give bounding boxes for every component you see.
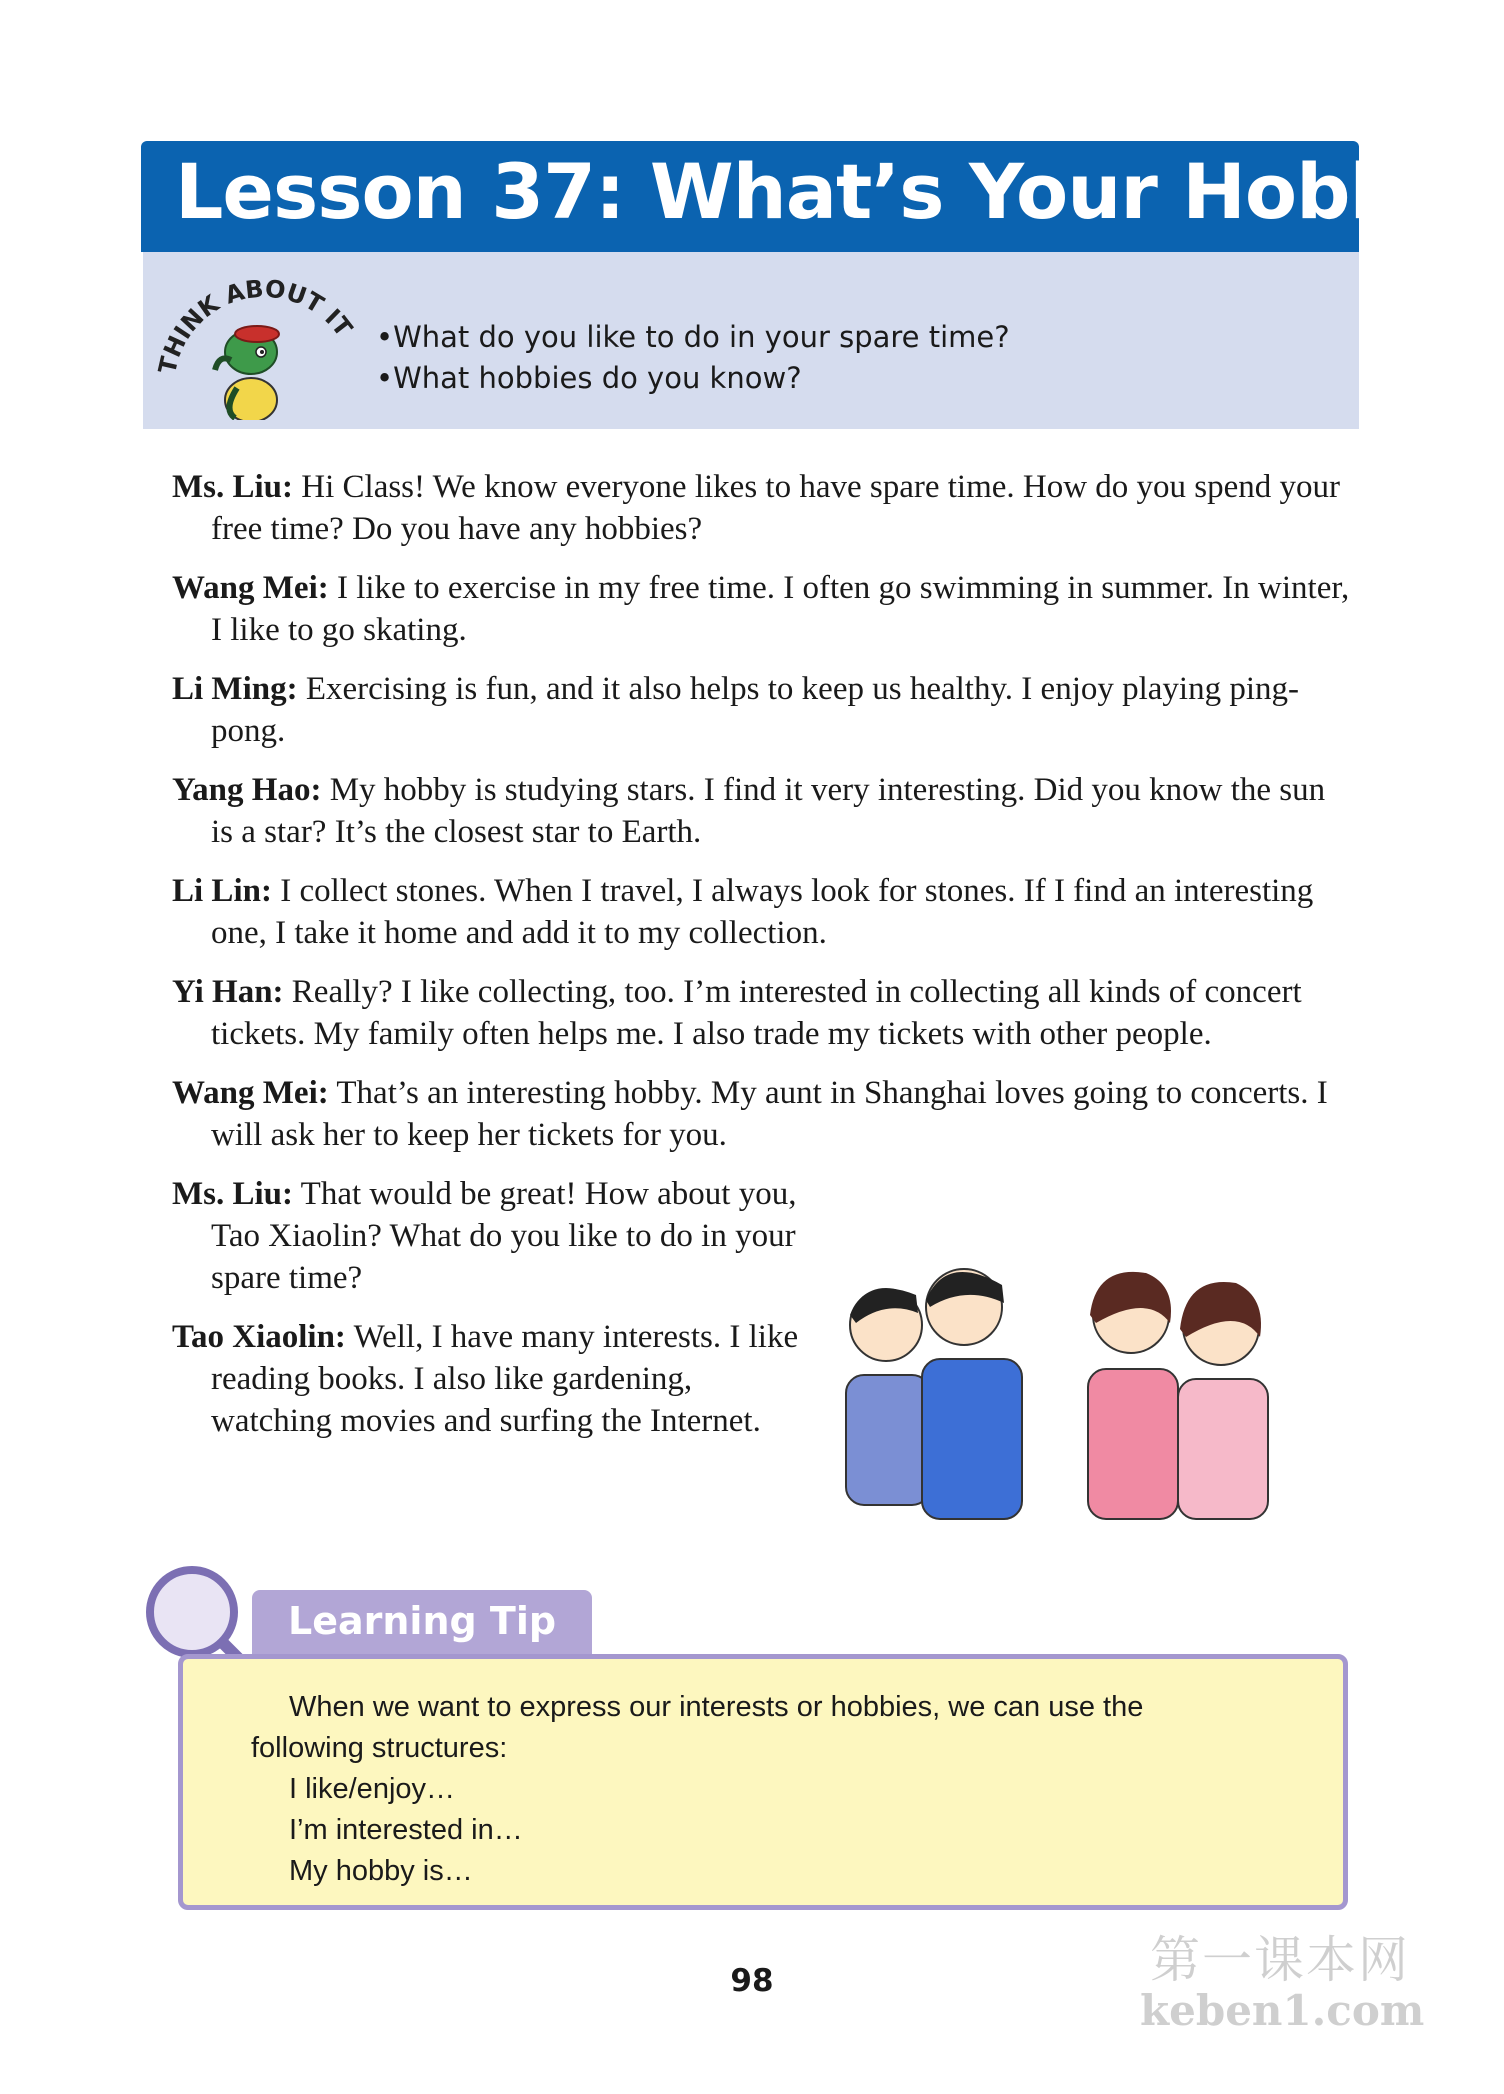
learning-tip-example: My hobby is…	[289, 1855, 473, 1887]
think-question-2: • What hobbies do you know?	[376, 358, 1010, 399]
dialogue-line	[172, 870, 1352, 954]
speaker-name: Li Ming:	[172, 671, 298, 707]
learning-tip-example: I’m interested in…	[289, 1814, 523, 1846]
speaker-name: Wang Mei:	[172, 1075, 329, 1111]
dialogue-line	[172, 1316, 801, 1442]
think-questions-list	[376, 317, 1010, 399]
speaker-name: Yang Hao:	[172, 772, 322, 808]
speech-text: Well, I have many interests. I like reading books. I also like gardening, watching movies and surfing the Internet.	[211, 1319, 799, 1439]
dialogue-line	[172, 668, 1352, 752]
lesson-title: Lesson 37: What’s Your Hobby?	[175, 147, 1495, 236]
dialogue-line	[172, 769, 1352, 853]
think-about-it-box	[143, 252, 1359, 429]
speaker-name: Ms. Liu:	[172, 1176, 294, 1212]
think-about-it-icon	[153, 270, 373, 420]
watermark-line-2: keben1.com	[1140, 1986, 1425, 2035]
speaker-name: Ms. Liu:	[172, 469, 294, 505]
learning-tip-tab	[252, 1590, 592, 1658]
think-question-1: • What do you like to do in your spare time?	[376, 317, 1010, 358]
speech-text: I collect stones. When I travel, I always look for stones. If I find an interesting one, I take it home and add it to my collection.	[211, 873, 1314, 951]
dialogue-line	[172, 466, 1352, 550]
watermark	[1140, 1920, 1425, 2035]
dialogue-line	[172, 971, 1352, 1055]
speech-text: That’s an interesting hobby. My aunt in Shanghai loves going to concerts. I will ask her to keep her tickets for you.	[211, 1075, 1328, 1153]
learning-tip-label: Learning Tip	[288, 1599, 557, 1643]
dialogue-line	[172, 1173, 801, 1299]
speech-text: That would be great! How about you, Tao Xiaolin? What do you like to do in your spare time?	[211, 1176, 797, 1296]
speech-text: Hi Class! We know everyone likes to have spare time. How do you spend your free time? Do you have any hobbies?	[211, 469, 1341, 547]
students-illustration	[826, 1245, 1316, 1535]
speaker-name: Wang Mei:	[172, 570, 329, 606]
speaker-name: Li Lin:	[172, 873, 272, 909]
learning-tip-box	[178, 1654, 1348, 1910]
page-number: 98	[730, 1963, 774, 1999]
speech-text: Exercising is fun, and it also helps to keep us healthy. I enjoy playing ping-pong.	[211, 671, 1300, 749]
speaker-name: Yi Han:	[172, 974, 284, 1010]
lesson-title-bar	[141, 141, 1495, 252]
speech-text: My hobby is studying stars. I find it very interesting. Did you know the sun is a star? It’s the closest star to Earth.	[211, 772, 1326, 850]
speaker-name: Tao Xiaolin:	[172, 1319, 346, 1355]
dialogue-line	[172, 567, 1352, 651]
dialogue-line	[172, 1072, 1352, 1156]
watermark-line-1: 第一课本网	[1150, 1931, 1410, 1989]
speech-text: Really? I like collecting, too. I’m interested in collecting all kinds of concert tickets. My family often helps me. I also trade my tickets with other people.	[211, 974, 1302, 1052]
learning-tip-example: I like/enjoy…	[289, 1773, 456, 1805]
speech-text: I like to exercise in my free time. I often go swimming in summer. In winter, I like to go skating.	[211, 570, 1350, 648]
think-badge-text: THINK ABOUT IT	[153, 274, 358, 377]
learning-tip-content	[251, 1687, 1211, 1892]
learning-tip-intro: When we want to express our interests or hobbies, we can use the following structures:	[251, 1691, 1144, 1764]
